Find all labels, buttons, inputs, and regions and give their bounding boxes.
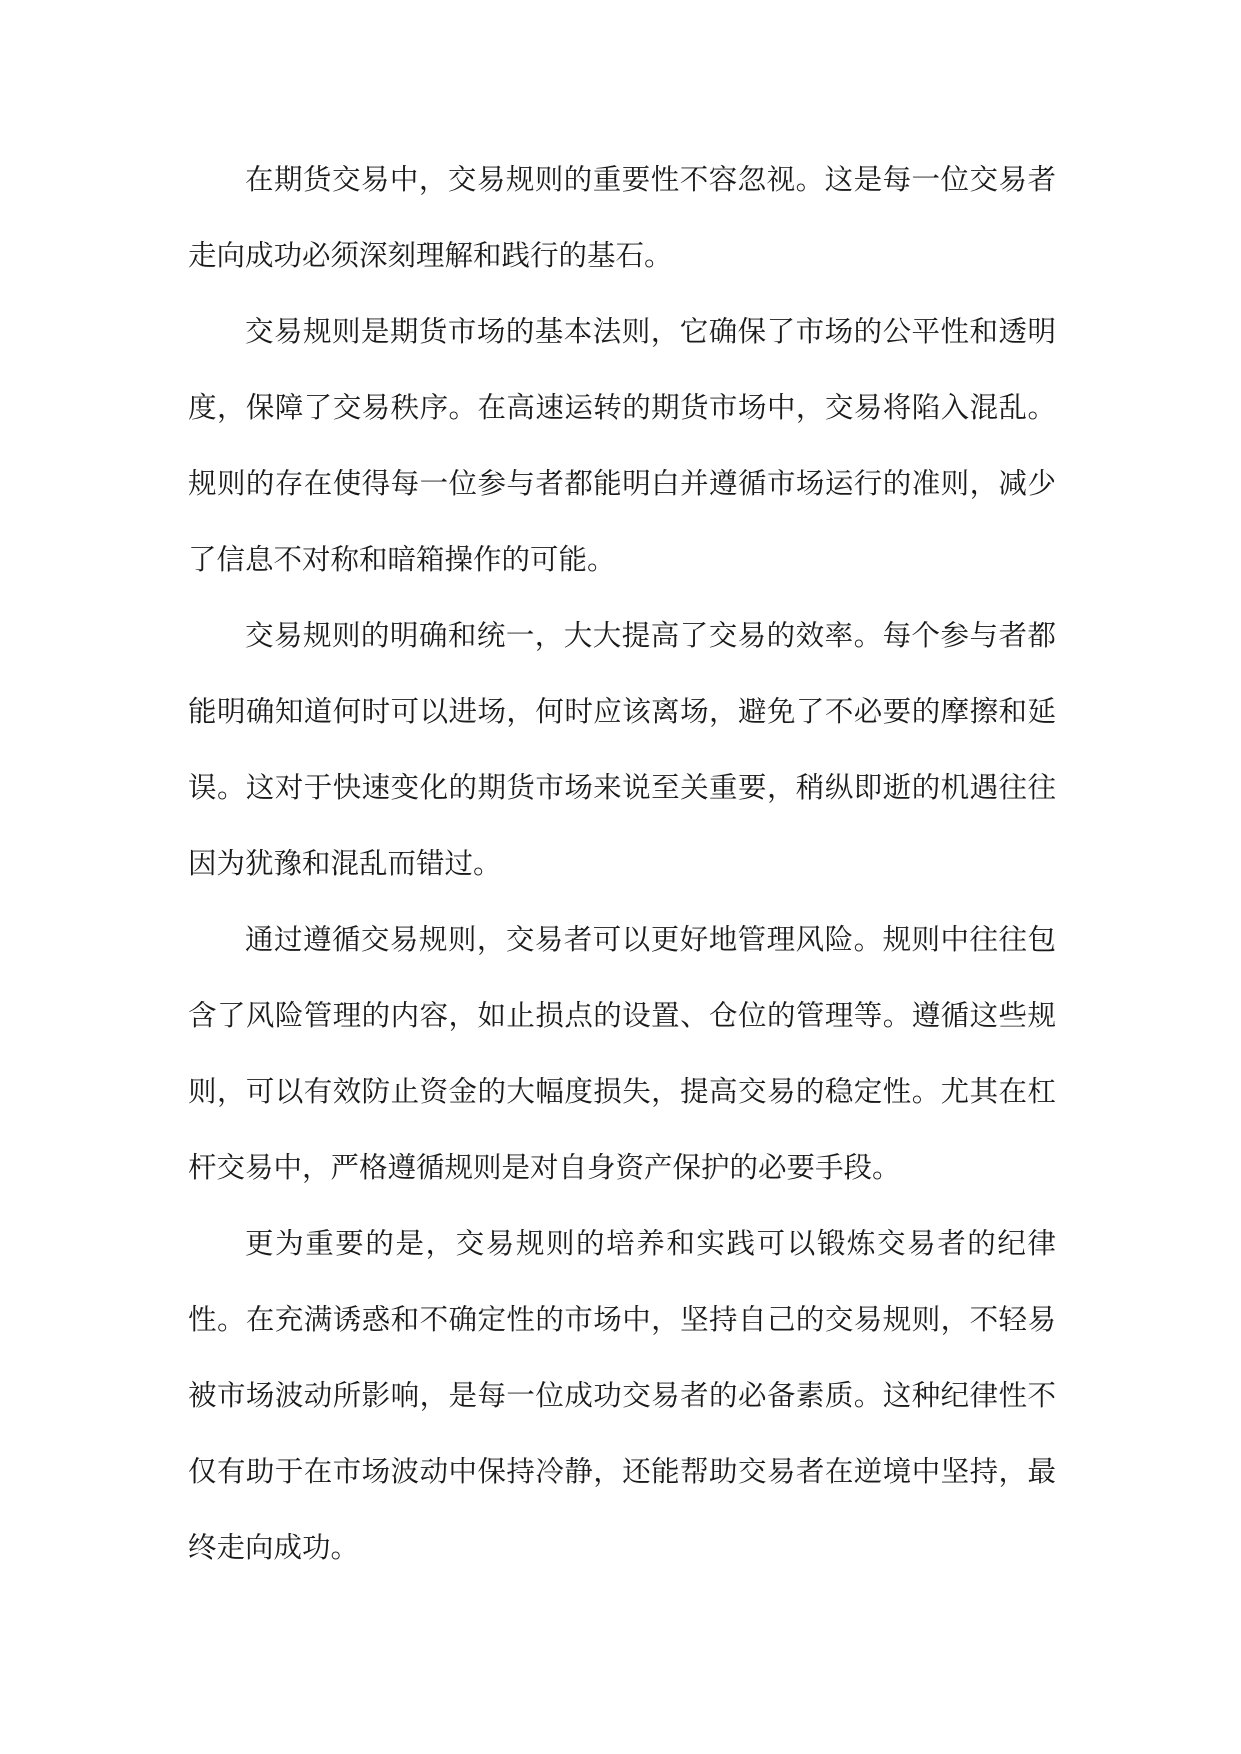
paragraph-4: 通过遵循交易规则，交易者可以更好地管理风险。规则中往往包含了风险管理的内容，如止损点的设置、仓位的管理等。遵循这些规则，可以有效防止资金的大幅度损失，提高交易的稳定性。尤其在杠杆交易中，严格遵循规则是对自身资产保护的必要手段。	[188, 923, 1056, 1184]
paragraph-3: 交易规则的明确和统一，大大提高了交易的效率。每个参与者都能明确知道何时可以进场，何时应该离场，避免了不必要的摩擦和延误。这对于快速变化的期货市场来说至关重要，稍纵即逝的机遇往往因为犹豫和混乱而错过。	[188, 619, 1056, 880]
document-body	[188, 142, 1056, 1586]
paragraph-2: 交易规则是期货市场的基本法则，它确保了市场的公平性和透明度，保障了交易秩序。在高速运转的期货市场中，交易将陷入混乱。规则的存在使得每一位参与者都能明白并遵循市场运行的准则，减少了信息不对称和暗箱操作的可能。	[188, 315, 1056, 576]
paragraph-1: 在期货交易中，交易规则的重要性不容忽视。这是每一位交易者走向成功必须深刻理解和践行的基石。	[188, 163, 1056, 272]
paragraph-5: 更为重要的是，交易规则的培养和实践可以锻炼交易者的纪律性。在充满诱惑和不确定性的市场中，坚持自己的交易规则，不轻易被市场波动所影响，是每一位成功交易者的必备素质。这种纪律性不仅有助于在市场波动中保持冷静，还能帮助交易者在逆境中坚持，最终走向成功。	[188, 1227, 1056, 1564]
